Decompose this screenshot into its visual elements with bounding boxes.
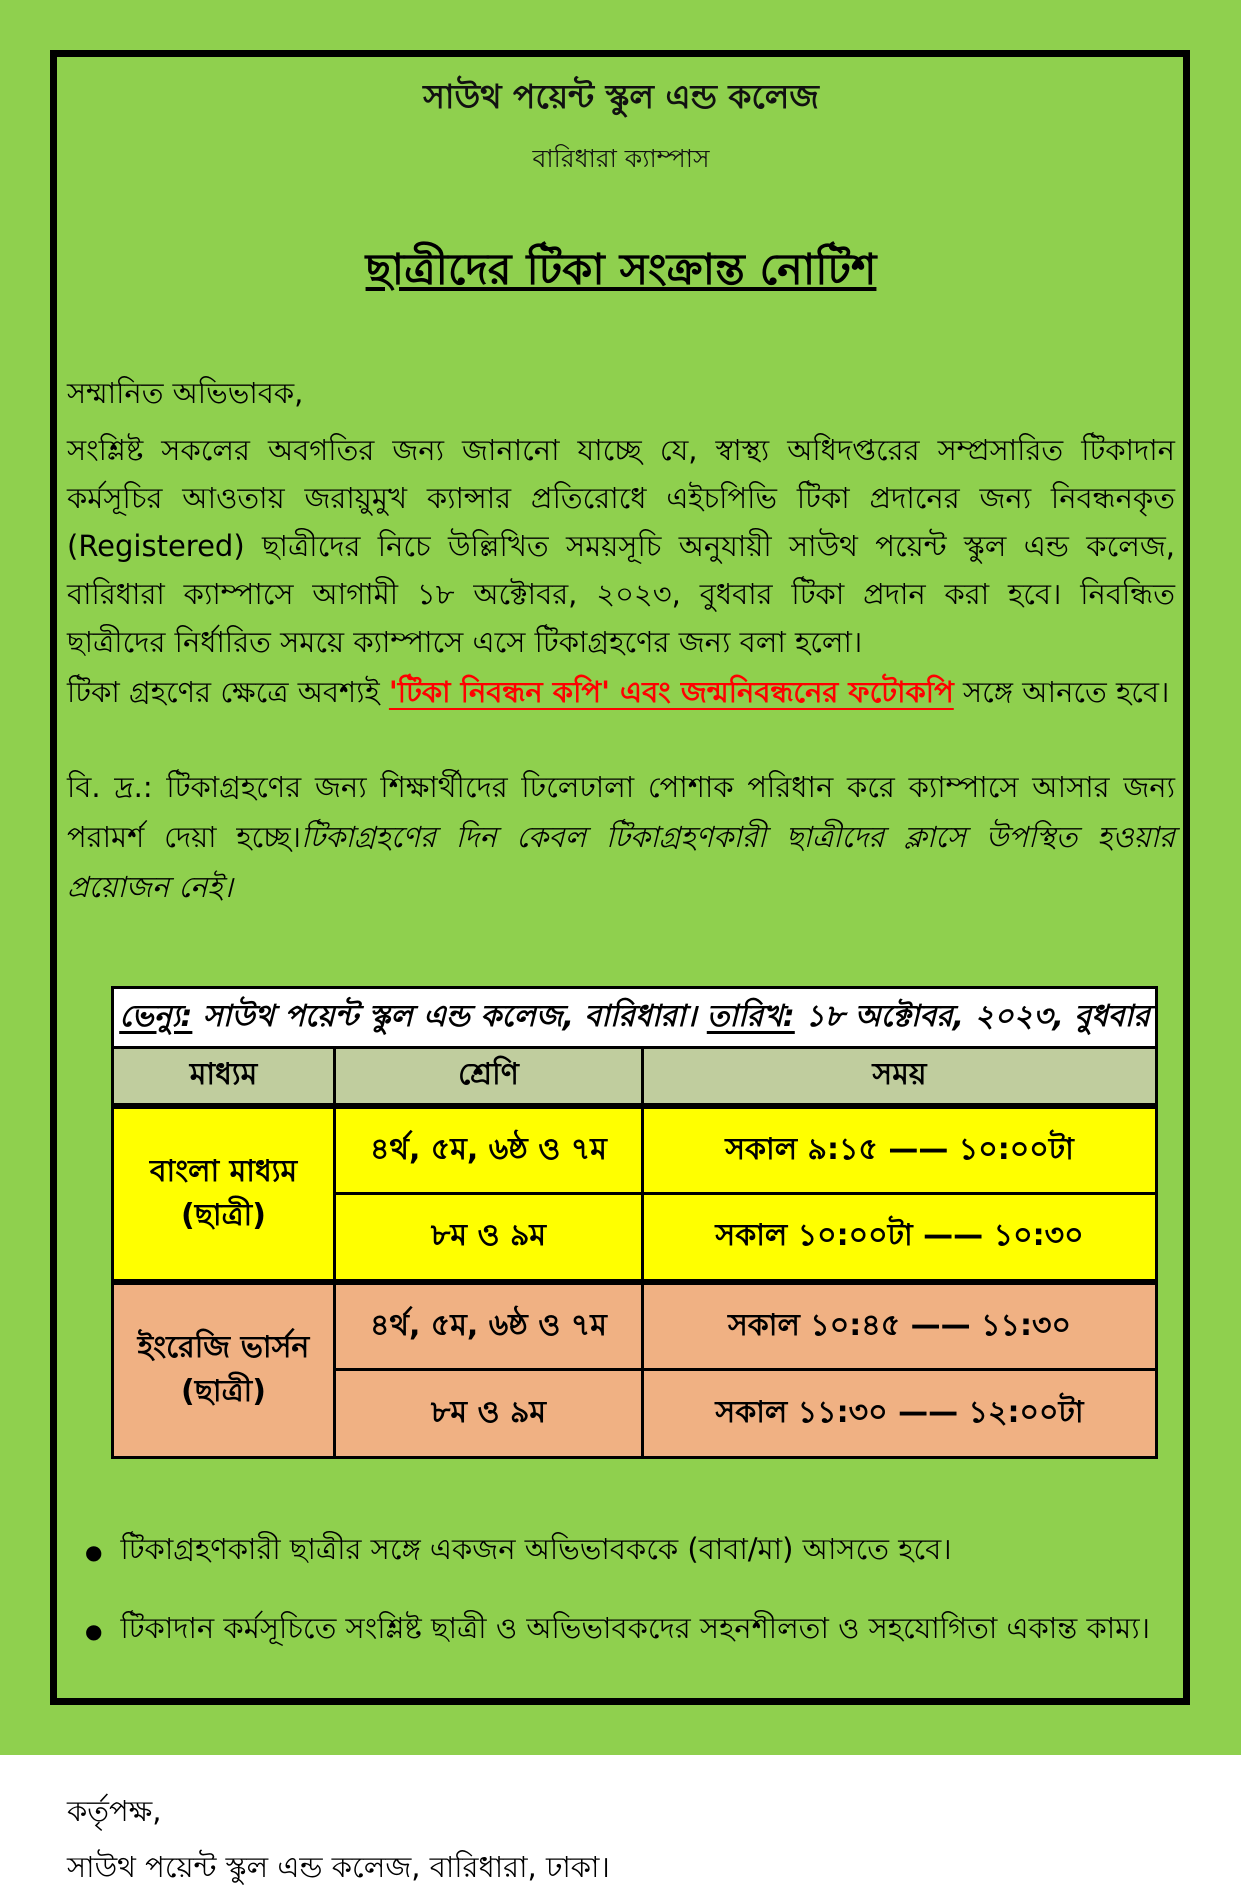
school-name: সাউথ পয়েন্ট স্কুল এন্ড কলেজ	[423, 77, 819, 116]
venue-value: সাউথ পয়েন্ট স্কুল এন্ড কলেজ, বারিধারা।	[192, 999, 707, 1034]
class-cell: ৪র্থ, ৫ম, ৬ষ্ঠ ও ৭ম	[335, 1282, 643, 1370]
time-cell: সকাল ৯:১৫ —— ১০:০০টা	[643, 1106, 1157, 1194]
class-cell: ৮ম ও ৯ম	[335, 1370, 643, 1458]
requirement-prefix: টিকা গ্রহণের ক্ষেত্রে অবশ্যই	[67, 675, 389, 709]
document-header	[67, 71, 1175, 182]
schedule-table	[111, 986, 1158, 1459]
campus-name: বারিধারা ক্যাম্পাস	[532, 144, 710, 173]
bullet-icon: ●	[85, 1540, 103, 1564]
date-label: তারিখ:	[706, 999, 795, 1034]
signature-block	[67, 1783, 1175, 1895]
requirement-suffix: সঙ্গে আনতে হবে।	[953, 675, 1170, 709]
medium-line1: বাংলা মাধ্যম	[149, 1153, 298, 1189]
bullet-list	[67, 1525, 1175, 1655]
note-paragraph	[67, 762, 1175, 912]
bullet-icon: ●	[85, 1619, 103, 1643]
medium-line2: (ছাত্রী)	[181, 1197, 266, 1233]
notice-title: ছাত্রীদের টিকা সংক্রান্ত নোটিশ	[365, 245, 877, 295]
bullet-text: টিকাগ্রহণকারী ছাত্রীর সঙ্গে একজন অভিভাবককে (বাবা/মা) আসতে হবে।	[120, 1532, 952, 1566]
medium-line1: ইংরেজি ভার্সন	[137, 1330, 310, 1366]
list-item	[77, 1525, 1175, 1576]
signature-line2: সাউথ পয়েন্ট স্কুল এন্ড কলেজ, বারিধারা, ঢাকা।	[67, 1850, 610, 1884]
table-caption-row	[113, 988, 1157, 1048]
note-bold-part: বি. দ্র.: টিকাগ্রহণের জন্য শিক্ষার্থীদের ঢিলেঢালা পোশাক পরিধান করে ক্যাম্পাসে আসার জন্য পরামর্শ দেয়া হচ্ছে।	[67, 770, 1175, 854]
table-header-row	[113, 1048, 1157, 1106]
requirement-highlight: 'টিকা নিবন্ধন কপি' এবং জন্মনিবন্ধনের ফটোকপি	[388, 675, 954, 709]
column-header-class: শ্রেণি	[335, 1048, 643, 1106]
venue-label: ভেন্যু:	[119, 999, 193, 1034]
class-cell: ৪র্থ, ৫ম, ৬ষ্ঠ ও ৭ম	[335, 1106, 643, 1194]
signature-line1: কর্তৃপক্ষ,	[67, 1794, 162, 1828]
table-caption	[113, 988, 1157, 1048]
time-cell: সকাল ১০:০০টা —— ১০:৩০	[643, 1194, 1157, 1282]
class-cell: ৮ম ও ৯ম	[335, 1194, 643, 1282]
notice-body-paragraph: সংশ্লিষ্ট সকলের অবগতির জন্য জানানো যাচ্ছে যে, স্বাস্থ্য অধিদপ্তরের সম্প্রসারিত টিকাদান কর্মসূচির আওতায় জরায়ুমুখ ক্যান্সার প্রতিরোধে এইচপিভি টিকা প্রদানের জন্য নিবন্ধনকৃত (Registered) ছাত্রীদের নিচে উল্লিখিত সময়সূচি অনুযায়ী সাউথ পয়েন্ট স্কুল এন্ড কলেজ, বারিধারা ক্যাম্পাসে আগামী ১৮ অক্টোবর, ২০২৩, বুধবার টিকা প্রদান করা হবে। নিবন্ধিত ছাত্রীদের নির্ধারিত সময়ে ক্যাম্পাসে এসে টিকাগ্রহণের জন্য বলা হলো।	[67, 433, 1175, 659]
column-header-time: সময়	[643, 1048, 1157, 1106]
medium-line2: (ছাত্রী)	[181, 1374, 266, 1410]
column-header-medium: মাধ্যম	[113, 1048, 335, 1106]
date-value: ১৮ অক্টোবর, ২০২৩, বুধবার	[794, 999, 1150, 1034]
table-row	[113, 1106, 1157, 1194]
medium-cell-bangla	[113, 1106, 335, 1282]
table-row	[113, 1282, 1157, 1370]
bullet-text: টিকাদান কর্মসূচিতে সংশ্লিষ্ট ছাত্রী ও অভিভাবকদের সহনশীলতা ও সহযোগিতা একান্ত কাম্য।	[120, 1611, 1151, 1645]
notice-frame	[50, 50, 1190, 1884]
list-item	[77, 1604, 1175, 1655]
requirement-line	[67, 668, 1175, 716]
note-italic-part: টিকাগ্রহণের দিন কেবল টিকাগ্রহণকারী ছাত্রীদের ক্লাসে উপস্থিত হওয়ার প্রয়োজন নেই।	[67, 820, 1176, 904]
salutation: সম্মানিত অভিভাবক,	[67, 376, 304, 410]
time-cell: সকাল ১০:৪৫ —— ১১:৩০	[643, 1282, 1157, 1370]
time-cell: সকাল ১১:৩০ —— ১২:০০টা	[643, 1370, 1157, 1458]
medium-cell-english	[113, 1282, 335, 1458]
